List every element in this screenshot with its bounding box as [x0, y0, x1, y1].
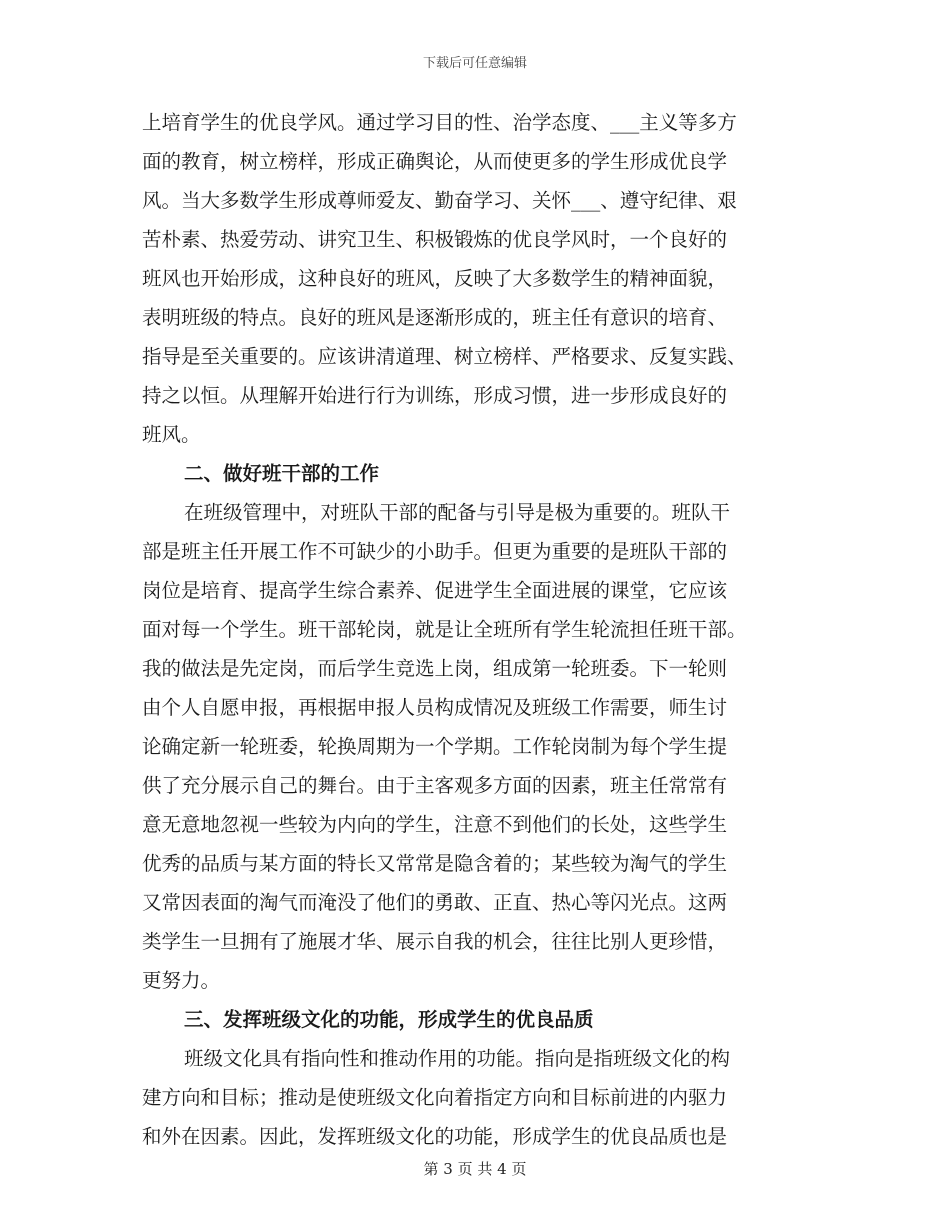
body-line: 供了充分展示自己的舞台。由于主客观多方面的因素，班主任常常有 [142, 774, 728, 797]
document-body [142, 103, 808, 1156]
body-line: 部是班主任开展工作不可缺少的小助手。但更为重要的是班队干部的 [142, 540, 728, 563]
body-line: 班级文化具有指向性和推动作用的功能。指向是指班级文化的构 [184, 1047, 731, 1070]
body-line: 班风也开始形成，这种良好的班风，反映了大多数学生的精神面貌， [142, 267, 728, 290]
body-line: 在班级管理中，对班队干部的配备与引导是极为重要的。班队干 [184, 501, 731, 524]
body-line: 建方向和目标；推动是使班级文化向着指定方向和目标前进的内驱力 [142, 1086, 728, 1109]
body-line: 论确定新一轮班委，轮换周期为一个学期。工作轮岗制为每个学生提 [142, 735, 728, 758]
page-footer: 第 3 页 共 4 页 [423, 1160, 527, 1178]
body-line: 面的教育，树立榜样，形成正确舆论，从而使更多的学生形成优良学 [142, 150, 728, 173]
body-line: 持之以恒。从理解开始进行行为训练，形成习惯，进一步形成良好的 [142, 384, 728, 407]
body-line: 由个人自愿申报，再根据申报人员构成情况及班级工作需要，师生讨 [142, 696, 728, 719]
body-line: 意无意地忽视一些较为内向的学生，注意不到他们的长处，这些学生 [142, 813, 728, 836]
body-line: 更努力。 [142, 969, 221, 992]
body-line: 和外在因素。因此，发挥班级文化的功能，形成学生的优良品质也是 [142, 1125, 728, 1148]
body-line: 又常因表面的淘气而淹没了他们的勇敢、正直、热心等闪光点。这两 [142, 891, 728, 914]
body-line: 班风。 [142, 423, 201, 446]
body-line: 优秀的品质与某方面的特长又常常是隐含着的；某些较为淘气的学生 [142, 852, 728, 875]
body-line: 表明班级的特点。良好的班风是逐渐形成的，班主任有意识的培育、 [142, 306, 728, 329]
body-line: 岗位是培育、提高学生综合素养、促进学生全面进展的课堂，它应该 [142, 579, 728, 602]
body-line: 面对每一个学生。班干部轮岗，就是让全班所有学生轮流担任班干部。 [142, 618, 747, 641]
body-line: 类学生一旦拥有了施展才华、展示自我的机会，往往比别人更珍惜， [142, 930, 728, 953]
section-heading: 三、发挥班级文化的功能，形成学生的优良品质 [184, 1008, 594, 1031]
body-line: 风。当大多数学生形成尊师爱友、勤奋学习、关怀___、遵守纪律、艰 [142, 189, 737, 212]
body-line: 上培育学生的优良学风。通过学习目的性、治学态度、___主义等多方 [142, 111, 737, 134]
body-line: 我的做法是先定岗，而后学生竞选上岗，组成第一轮班委。下一轮则 [142, 657, 728, 680]
body-line: 指导是至关重要的。应该讲清道理、树立榜样、严格要求、反复实践、 [142, 345, 747, 368]
body-line: 苦朴素、热爱劳动、讲究卫生、积极锻炼的优良学风时，一个良好的 [142, 228, 728, 251]
page-header: 下载后可任意编辑 [422, 56, 527, 71]
section-heading: 二、做好班干部的工作 [184, 462, 380, 485]
